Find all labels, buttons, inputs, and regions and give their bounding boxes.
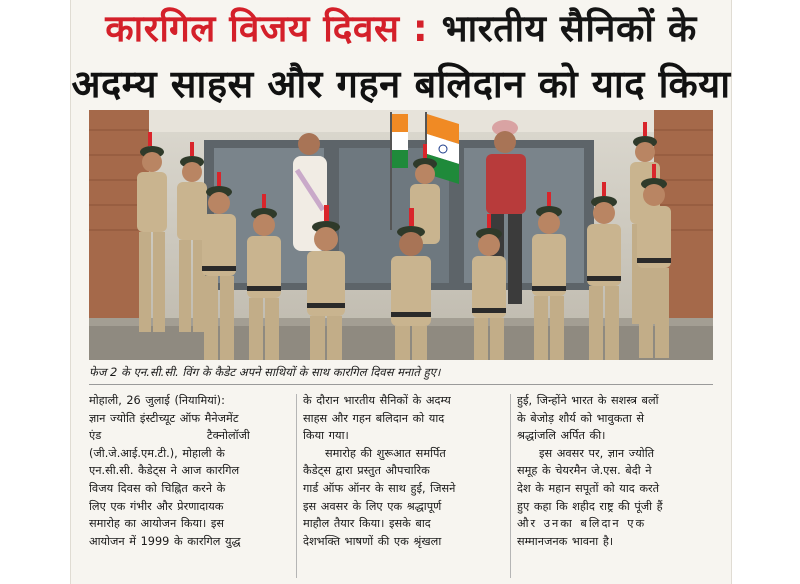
article-line: एन.सी.सी. कैडेट्स ने आज कारगिल (89, 464, 240, 478)
article-line: समारोह का आयोजन किया। इस (89, 517, 225, 531)
article-line: समारोह की शुरूआत समर्पित (325, 446, 446, 460)
article-column-1 (89, 392, 289, 550)
caption-divider (89, 384, 713, 385)
article-line: साहस और गहन बलिदान को याद (303, 411, 445, 425)
article-line: (जी.जे.आई.एम.टी.), मोहाली के (89, 446, 225, 460)
newspaper-clipping (70, 0, 732, 584)
article-line: हुए कहा कि शहीद राष्ट्र की पूंजी हैं (517, 499, 663, 513)
column-divider (296, 394, 297, 578)
article-line: और उनका बलिदान एक (517, 517, 647, 531)
article-line: के दौरान भारतीय सैनिकों के अदम्य (303, 394, 451, 407)
ncc-cadets-photo (89, 110, 713, 360)
article-line: कैडेट्स द्वारा प्रस्तुत औपचारिक (303, 464, 430, 478)
article-line: एंड टैक्नोलॉजी (89, 429, 250, 443)
headline-line-2: अदम्य साहस और गहन बलिदान को याद किया (71, 62, 731, 106)
article-line: इस अवसर के लिए एक श्रद्धापूर्ण (303, 499, 442, 513)
headline-separator: : (399, 7, 442, 50)
article-line: श्रद्धांजलि अर्पित की। (517, 429, 606, 443)
article-line: गार्ड ऑफ ऑनर के साथ हुई, जिसने (303, 481, 456, 495)
article-line: किया गया। (303, 429, 349, 443)
article-line: के बेजोड़ शौर्य को भावुकता से (517, 411, 645, 425)
article-line: देश के महान सपूतों को याद करते (517, 481, 660, 495)
article-line: सम्मानजनक भावना है। (517, 534, 614, 548)
article-line: आयोजन में 1999 के कारगिल युद्ध (89, 534, 241, 548)
headline-line-1 (71, 6, 731, 52)
article-line: ज्ञान ज्योति इंस्टीच्यूट ऑफ मैनेजमेंट (89, 411, 239, 425)
headline-rest: भारतीय सैनिकों के (441, 7, 697, 50)
article-line: समूह के चेयरमैन जे.एस. बेदी ने (517, 464, 652, 478)
article-line: हुई, जिन्होंने भारत के सशस्त्र बलों (517, 394, 659, 407)
column-divider (510, 394, 511, 578)
photo-illustration (89, 110, 713, 360)
headline-highlight: कारगिल विजय दिवस (105, 7, 400, 50)
article-line: मोहाली, 26 जुलाई (नियामियां): (89, 394, 225, 407)
photo-caption: फेज 2 के एन.सी.सी. विंग के कैडेट अपने साथियों के साथ कारगिल दिवस मनाते हुए। (89, 365, 441, 379)
article-line: लिए एक गंभीर और प्रेरणादायक (89, 499, 224, 513)
article-line: इस अवसर पर, ज्ञान ज्योति (539, 446, 655, 460)
article-line: विजय दिवस को चिह्नित करने के (89, 481, 226, 495)
article-column-2 (303, 392, 503, 550)
article-line: देशभक्ति भाषणों की एक श्रृंखला (303, 534, 442, 548)
article-line: माहौल तैयार किया। इसके बाद (303, 517, 431, 531)
article-column-3 (517, 392, 717, 550)
